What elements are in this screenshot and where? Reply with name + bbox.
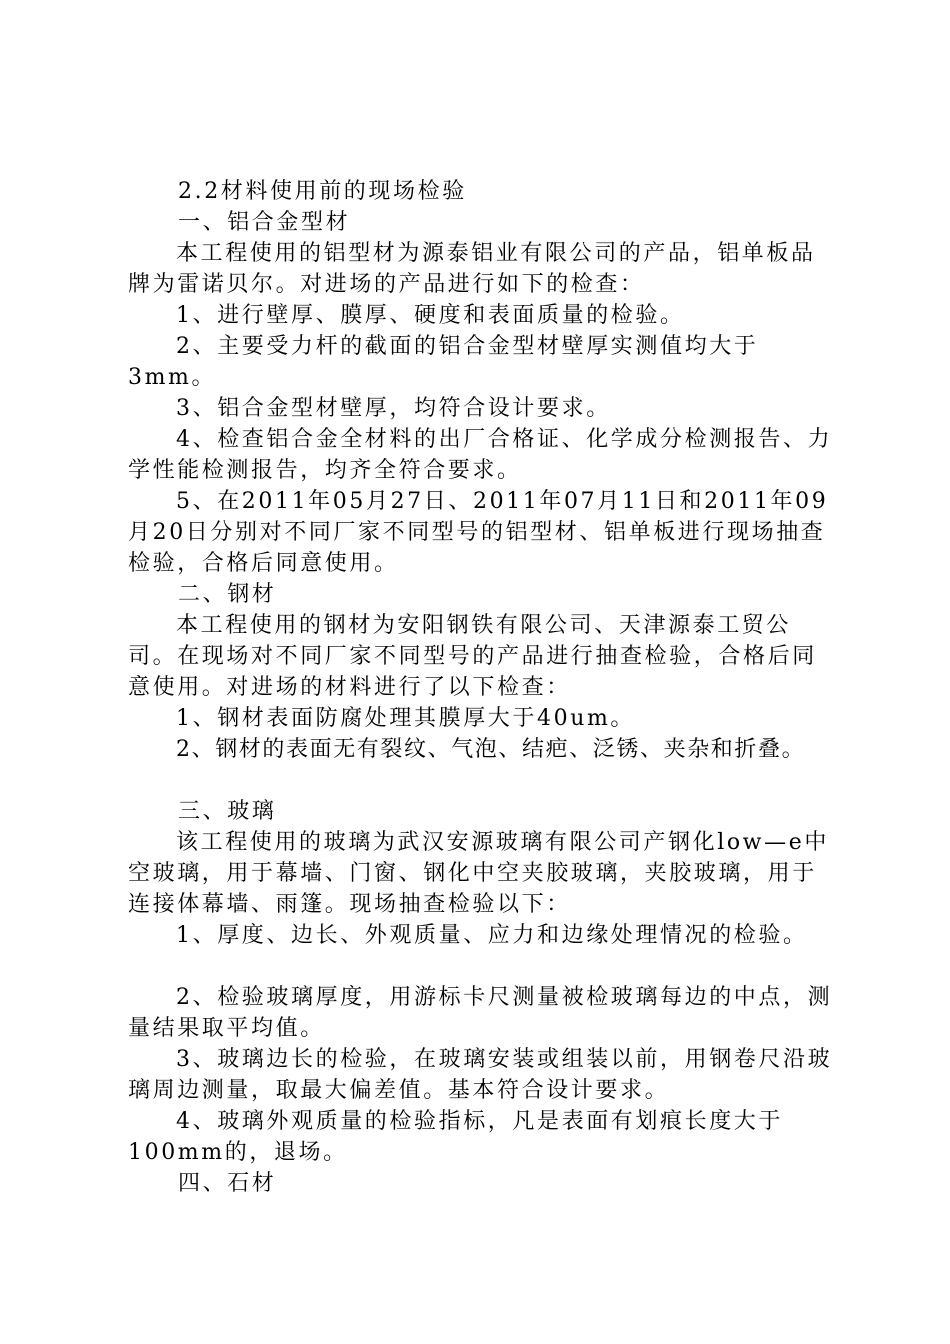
section-title: 2.2材料使用前的现场检验	[178, 179, 467, 204]
paragraph-glass-item-2: 2、检验玻璃厚度，用游标卡尺测量被检玻璃每边的中点，测量结果取平均值。	[128, 985, 833, 1041]
paragraph-steel-intro: 本工程使用的钢材为安阳钢铁有限公司、天津源泰工贸公司。在现场对不同厂家不同型号的产品进行抽查检验，合格后同意使用。对进场的材料进行了以下检查：	[128, 613, 817, 700]
paragraph-steel-item-1: 1、钢材表面防腐处理其膜厚大于40um。	[176, 706, 636, 731]
paragraph-glass-intro: 该工程使用的玻璃为武汉安源玻璃有限公司产钢化low—e中空玻璃，用于幕墙、门窗、钢化中空夹胶玻璃，夹胶玻璃，用于连接体幕墙、雨篷。现场抽查检验以下：	[128, 830, 829, 917]
paragraph-steel-item-2: 2、钢材的表面无有裂纹、气泡、结疤、泛锈、夹杂和折叠。	[176, 737, 806, 762]
paragraph-glass-item-1: 1、厚度、边长、外观质量、应力和边缘处理情况的检验。	[176, 923, 808, 948]
paragraph-aluminum-item-2: 2、主要受力杆的截面的铝合金型材壁厚实测值均大于3mm。	[128, 334, 759, 390]
heading-stone: 四、石材	[178, 1171, 277, 1196]
heading-glass: 三、玻璃	[178, 799, 277, 824]
paragraph-glass-item-3: 3、玻璃边长的检验，在玻璃安装或组装以前，用钢卷尺沿玻璃周边测量，取最大偏差值。基本符合设计要求。	[128, 1047, 833, 1103]
paragraph-glass-item-4: 4、玻璃外观质量的检验指标，凡是表面有划痕长度大于100mm的，退场。	[128, 1109, 783, 1165]
heading-steel: 二、钢材	[178, 582, 277, 607]
paragraph-aluminum-item-4: 4、检查铝合金全材料的出厂合格证、化学成分检测报告、力学性能检测报告，均齐全符合要求。	[128, 427, 833, 483]
paragraph-aluminum-intro: 本工程使用的铝型材为源泰铝业有限公司的产品，铝单板品牌为雷诺贝尔。对进场的产品进行如下的检查：	[128, 241, 816, 297]
paragraph-aluminum-item-5: 5、在2011年05月27日、2011年07月11日和2011年09月20日分别对不同厂家不同型号的铝型材、铝单板进行现场抽查检验，合格后同意使用。	[128, 489, 829, 576]
document-body	[128, 176, 840, 1199]
paragraph-aluminum-item-1: 1、进行壁厚、膜厚、硬度和表面质量的检验。	[176, 303, 685, 328]
paragraph-aluminum-item-3: 3、铝合金型材壁厚，均符合设计要求。	[176, 396, 611, 421]
heading-aluminum: 一、铝合金型材	[178, 210, 351, 235]
